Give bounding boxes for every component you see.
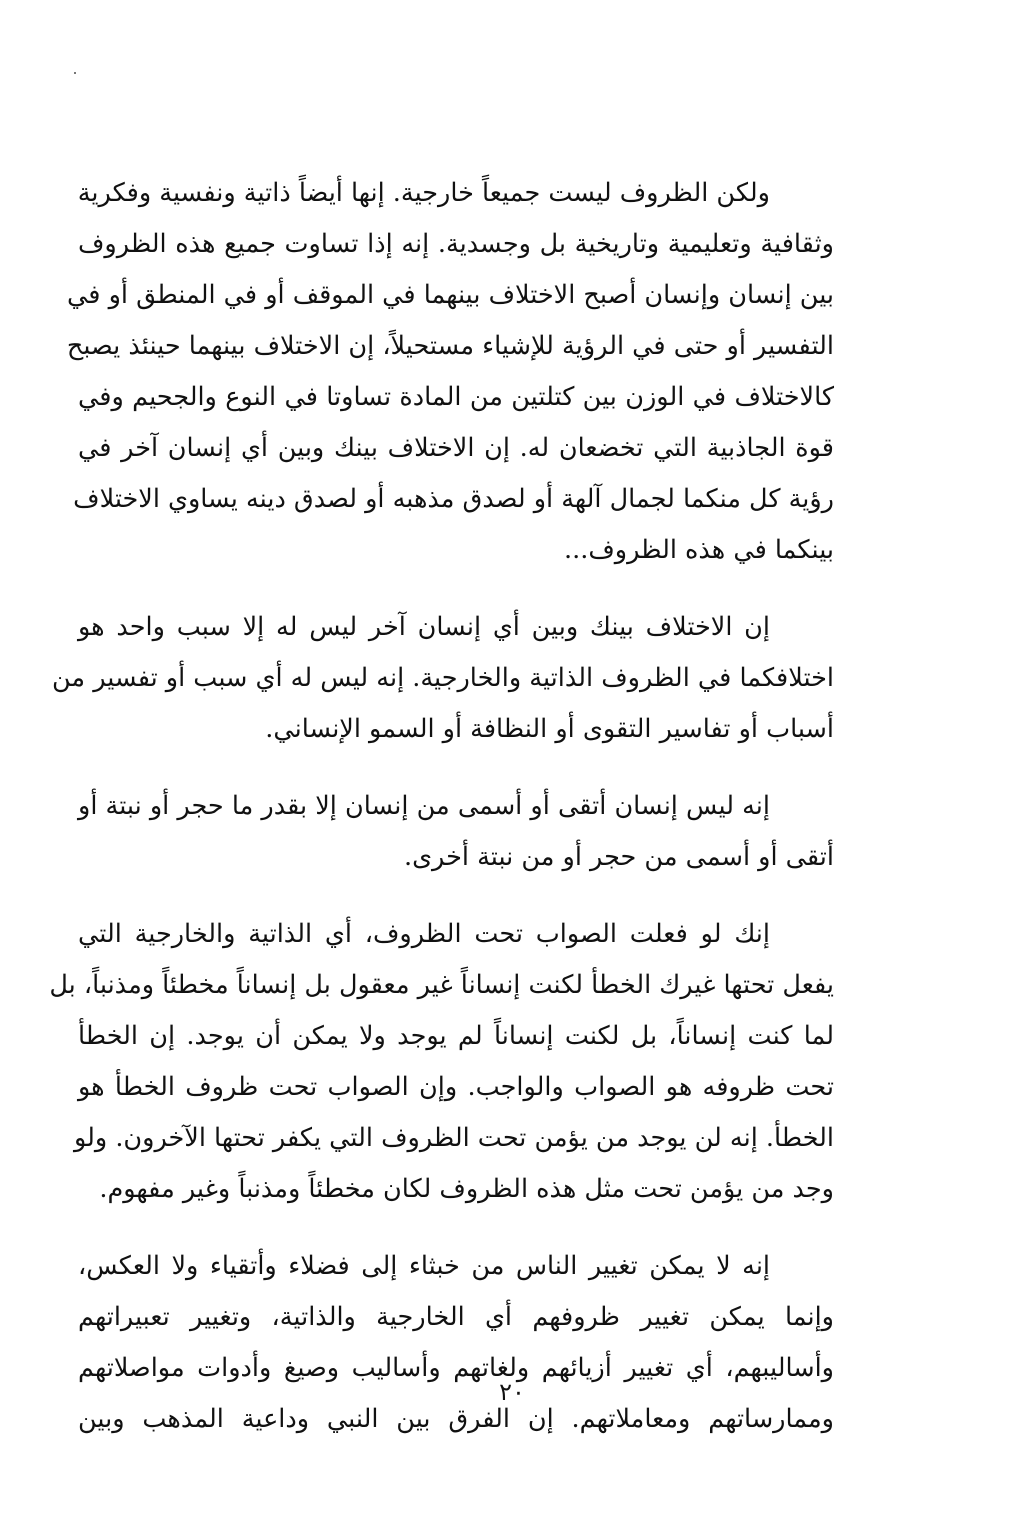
- text-line: وجد من يؤمن تحت مثل هذه الظروف لكان مخطئاً ومذنباً وغير مفهوم.: [99, 1174, 834, 1204]
- text-line: رؤية كل منكما لجمال آلهة أو لصدق مذهبه أو لصدق دينه يساوي الاختلاف: [73, 484, 834, 514]
- text-line: لما كنت إنساناً، بل لكنت إنساناً لم يوجد ولا يمكن أن يوجد. إن الخطأ: [78, 1021, 834, 1051]
- paragraph-3: [78, 781, 898, 883]
- text-line: الخطأ. إنه لن يوجد من يؤمن تحت الظروف التي يكفر تحتها الآخرون. ولو: [73, 1123, 834, 1153]
- scan-speck: [74, 72, 76, 74]
- text-line: ولكن الظروف ليست جميعاً خارجية. إنها أيضاً ذاتية ونفسية وفكرية: [77, 178, 770, 208]
- page-body: [49, 168, 898, 1471]
- text-line: تحت ظروفه هو الصواب والواجب. وإن الصواب تحت ظروف الخطأ هو: [78, 1072, 834, 1102]
- paragraph-1: [66, 168, 898, 576]
- paragraph-5: [78, 1241, 898, 1445]
- text-line: إنه ليس إنسان أتقى أو أسمى من إنسان إلا بقدر ما حجر أو نبتة أو: [78, 791, 770, 821]
- text-line: وإنما يمكن تغيير ظروفهم أي الخارجية والذاتية، وتغيير تعبيراتهم: [78, 1302, 834, 1332]
- page-number: ٢٠: [499, 1378, 525, 1406]
- text-line: كالاختلاف في الوزن بين كتلتين من المادة تساوتا في النوع والجحيم وفي: [78, 382, 834, 412]
- text-line: وممارساتهم ومعاملاتهم. إن الفرق بين النبي وداعية المذهب وبين: [78, 1404, 834, 1434]
- text-line: وثقافية وتعليمية وتاريخية بل وجسدية. إنه إذا تساوت جميع هذه الظروف: [78, 229, 834, 259]
- text-line: اختلافكما في الظروف الذاتية والخارجية. إنه ليس له أي سبب أو تفسير من: [52, 663, 834, 693]
- text-line: التفسير أو حتى في الرؤية للإشياء مستحيلاً، إن الاختلاف بينهما حينئذ يصبح: [66, 331, 834, 361]
- text-line: أسباب أو تفاسير التقوى أو النظافة أو السمو الإنساني.: [265, 714, 834, 744]
- paragraph-2: [52, 602, 898, 755]
- text-line: قوة الجاذبية التي تخضعان له. إن الاختلاف بينك وبين أي إنسان آخر في: [78, 433, 834, 463]
- text-line: يفعل تحتها غيرك الخطأ لكنت إنساناً غير معقول بل إنساناً مخطئاً ومذنباً، بل: [49, 970, 834, 1000]
- text-line: أتقى أو أسمى من حجر أو من نبتة أخرى.: [403, 842, 834, 872]
- text-line: إنه لا يمكن تغيير الناس من خبثاء إلى فضلاء وأتقياء ولا العكس،: [78, 1251, 770, 1281]
- paragraph-4: [49, 909, 898, 1215]
- text-line: بينكما في هذه الظروف...: [564, 535, 834, 565]
- text-line: بين إنسان وإنسان أصبح الاختلاف بينهما في الموقف أو في المنطق أو في: [67, 280, 834, 310]
- text-line: إنك لو فعلت الصواب تحت الظروف، أي الذاتية والخارجية التي: [78, 919, 770, 949]
- text-line: إن الاختلاف بينك وبين أي إنسان آخر ليس له إلا سبب واحد هو: [78, 612, 770, 642]
- text-line: وأساليبهم، أي تغيير أزيائهم ولغاتهم وأساليب وصيغ وأدوات مواصلاتهم: [78, 1353, 834, 1383]
